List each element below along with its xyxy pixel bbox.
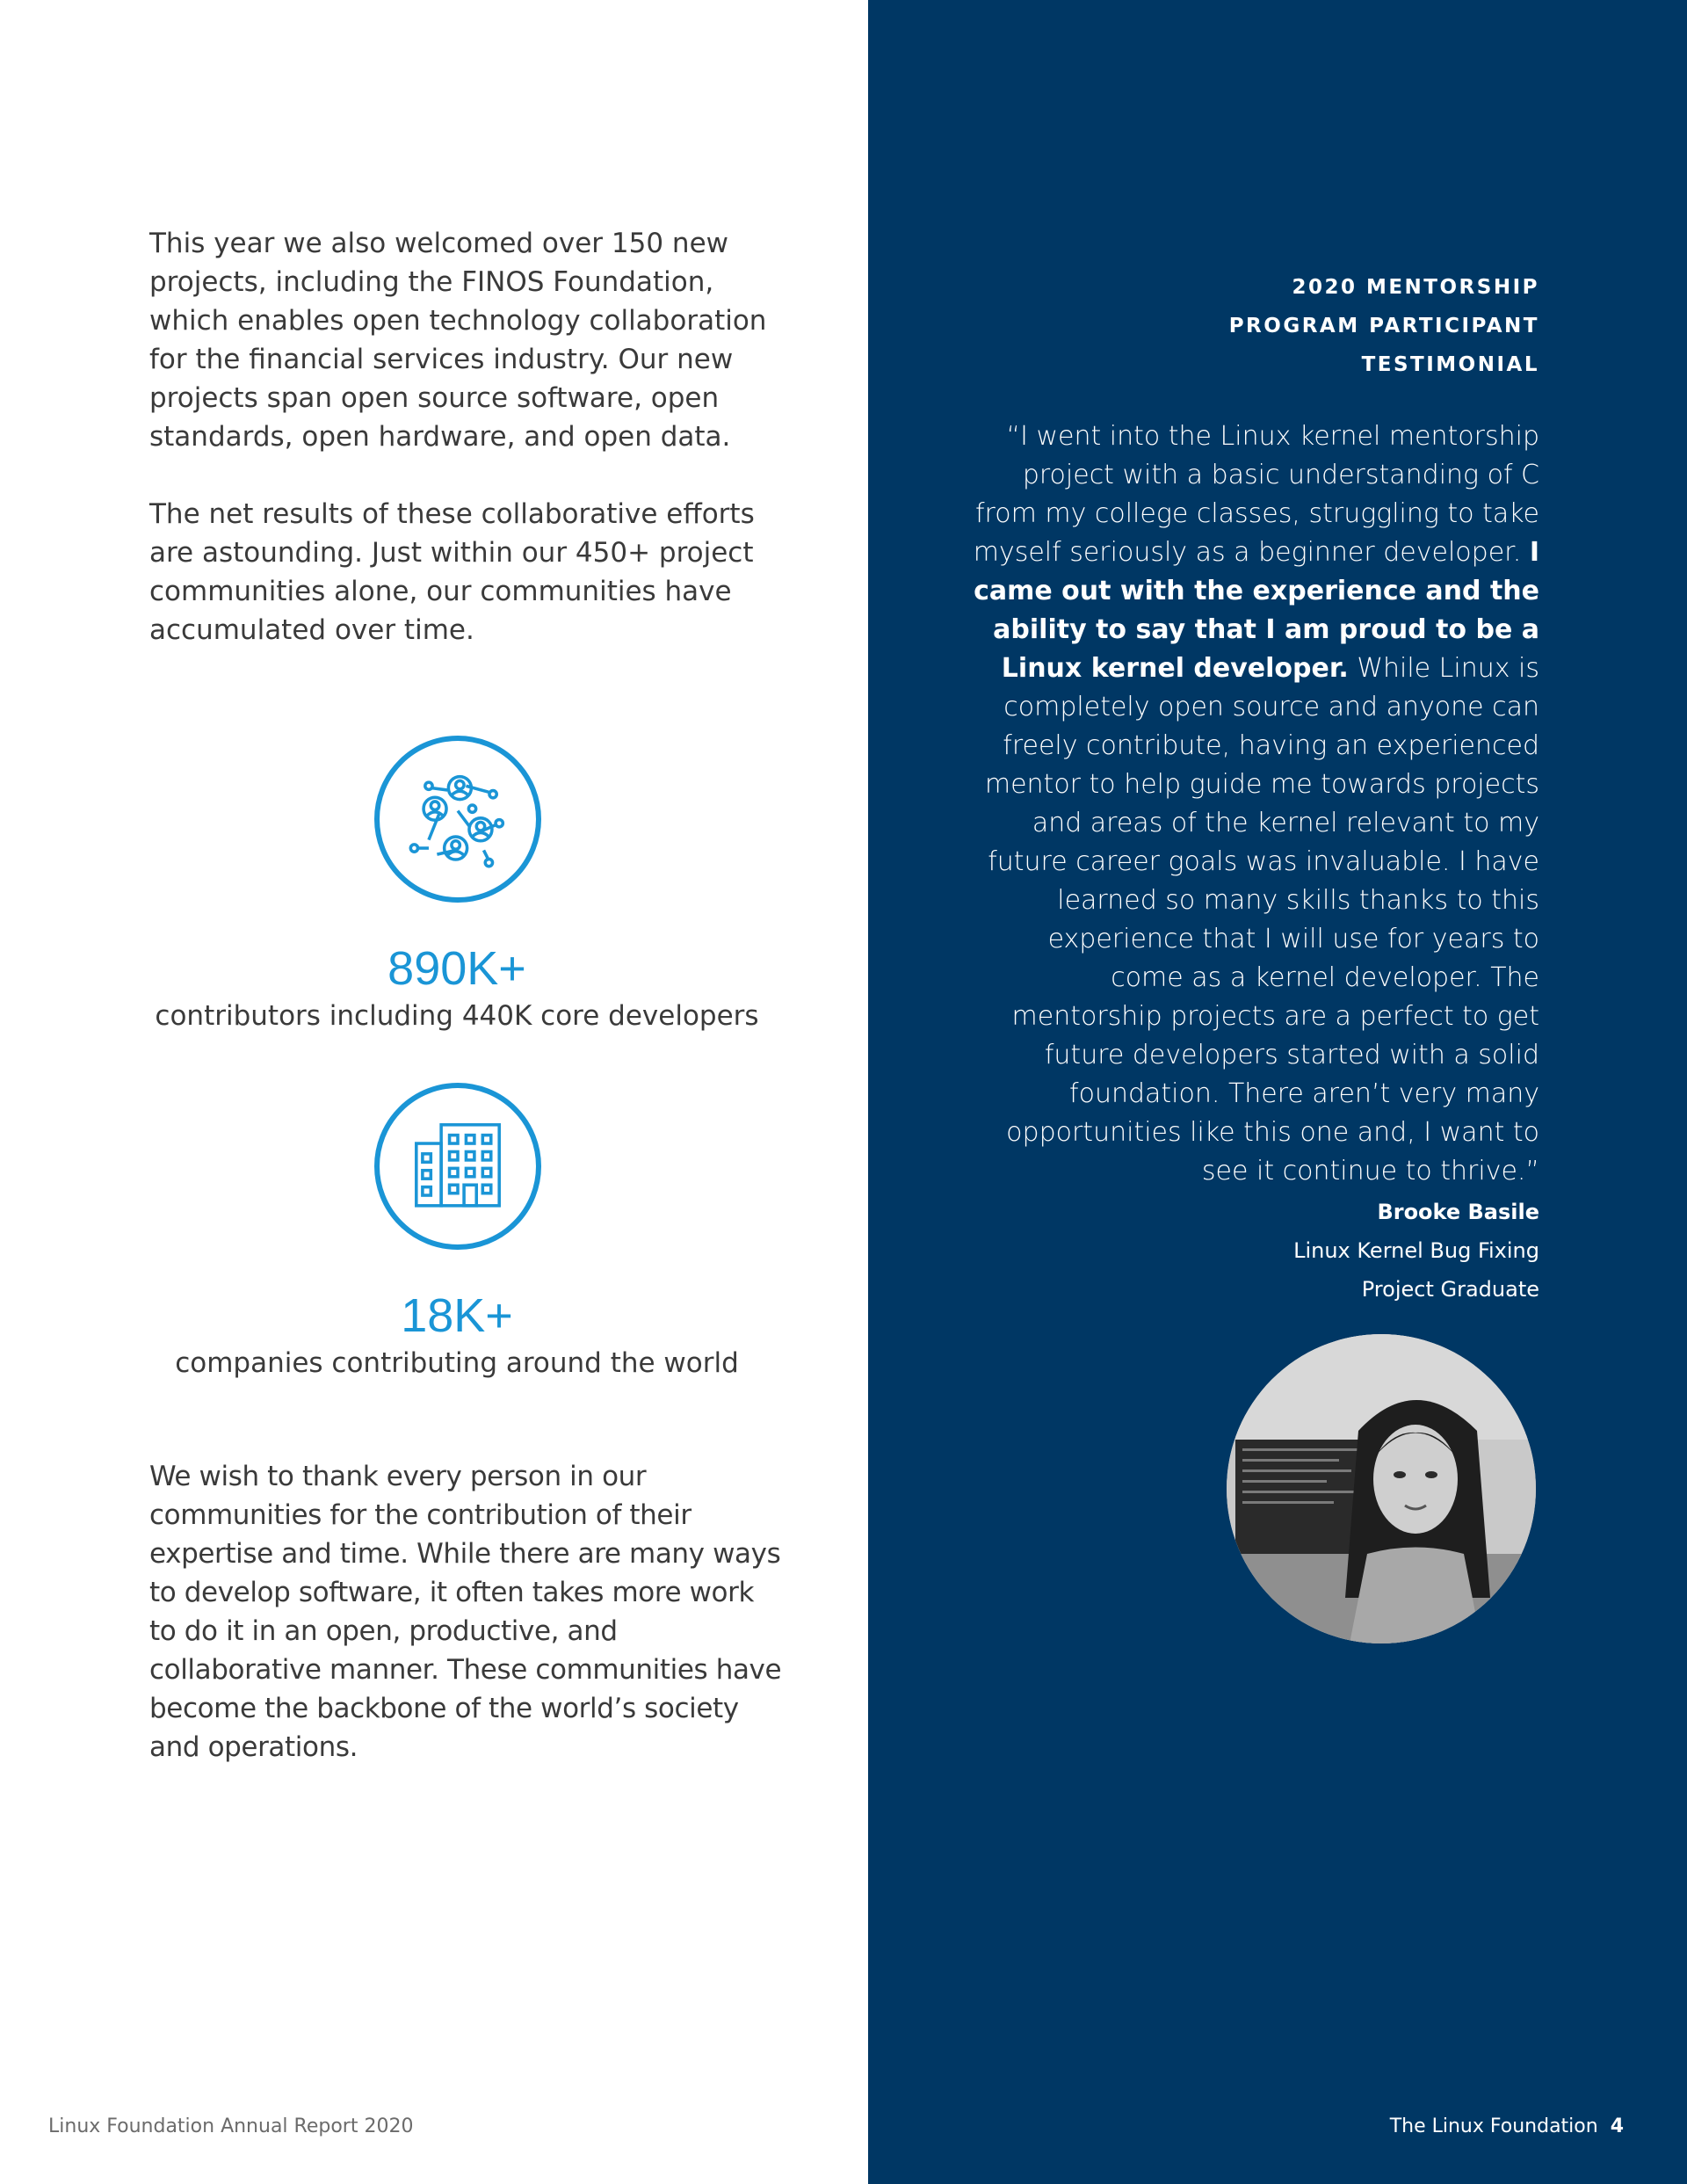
- intro-paragraph: This year we also welcomed over 150 new projects, including the FINOS Foundation, which enables open technology collaboration for the financial services industry. Our new projects span open source software, open standards, open hardware, and open data.: [149, 228, 767, 453]
- testimonial-quote: [968, 417, 1539, 1191]
- people-network-icon: [374, 736, 541, 903]
- footer-right: [1390, 2114, 1624, 2140]
- page-number: 4: [1610, 2115, 1624, 2137]
- quote-text: While Linux is completely open source and anyone can freely contribute, having an experienced mentor to help guide me towards projects and areas of the kernel relevant to my future career goals was invaluable. I have learned so many skills thanks to this experience that I will use for years to come as a kernel developer. The mentorship projects are a perfect to get future developers started with a solid foundation. There aren’t very many opportunities like this one and, I want to see it continue to thrive.”: [984, 653, 1539, 1186]
- author-name: Brooke Basile: [1377, 1200, 1539, 1224]
- contributors-stat-label: contributors including 440K core developers: [155, 1000, 759, 1032]
- footer-report-title: Linux Foundation Annual Report 2020: [48, 2115, 414, 2137]
- quote-text: “I went into the Linux kernel mentorship project with a basic understanding of C from my college classes, struggling to take myself seriously as a beginner developer.: [973, 421, 1539, 568]
- footer-org-name: The Linux Foundation: [1389, 2115, 1598, 2137]
- thanks-paragraph: We wish to thank every person in our communities for the contribution of their expertise and time. While there are many ways to develop software, it often takes more work to do it in an open, productive, and collaborative manner. These communities have become the backbone of the world’s society and operations.: [149, 1461, 782, 1763]
- testimonial-heading: [1047, 268, 1539, 384]
- author-role: Project Graduate: [1361, 1277, 1539, 1302]
- heading-line: 2020 MENTORSHIP: [1292, 276, 1539, 299]
- companies-stat-label: companies contributing around the world: [175, 1347, 739, 1379]
- contributors-stat-value: 890K+: [387, 942, 526, 995]
- testimonial-attribution: [1047, 1193, 1539, 1309]
- heading-line: TESTIMONIAL: [1361, 353, 1539, 376]
- results-paragraph: The net results of these collaborative efforts are astounding. Just within our 450+ project communities alone, our communities have accumulated over time.: [149, 498, 755, 646]
- companies-stat-value: 18K+: [401, 1289, 513, 1342]
- office-building-icon: [374, 1083, 541, 1250]
- quote-highlight: I came out with the experience and the ability to say that I am proud to be a Linux kernel developer.: [974, 537, 1539, 684]
- author-portrait: [1227, 1334, 1536, 1643]
- heading-line: PROGRAM PARTICIPANT: [1228, 315, 1539, 337]
- author-role: Linux Kernel Bug Fixing: [1293, 1238, 1539, 1263]
